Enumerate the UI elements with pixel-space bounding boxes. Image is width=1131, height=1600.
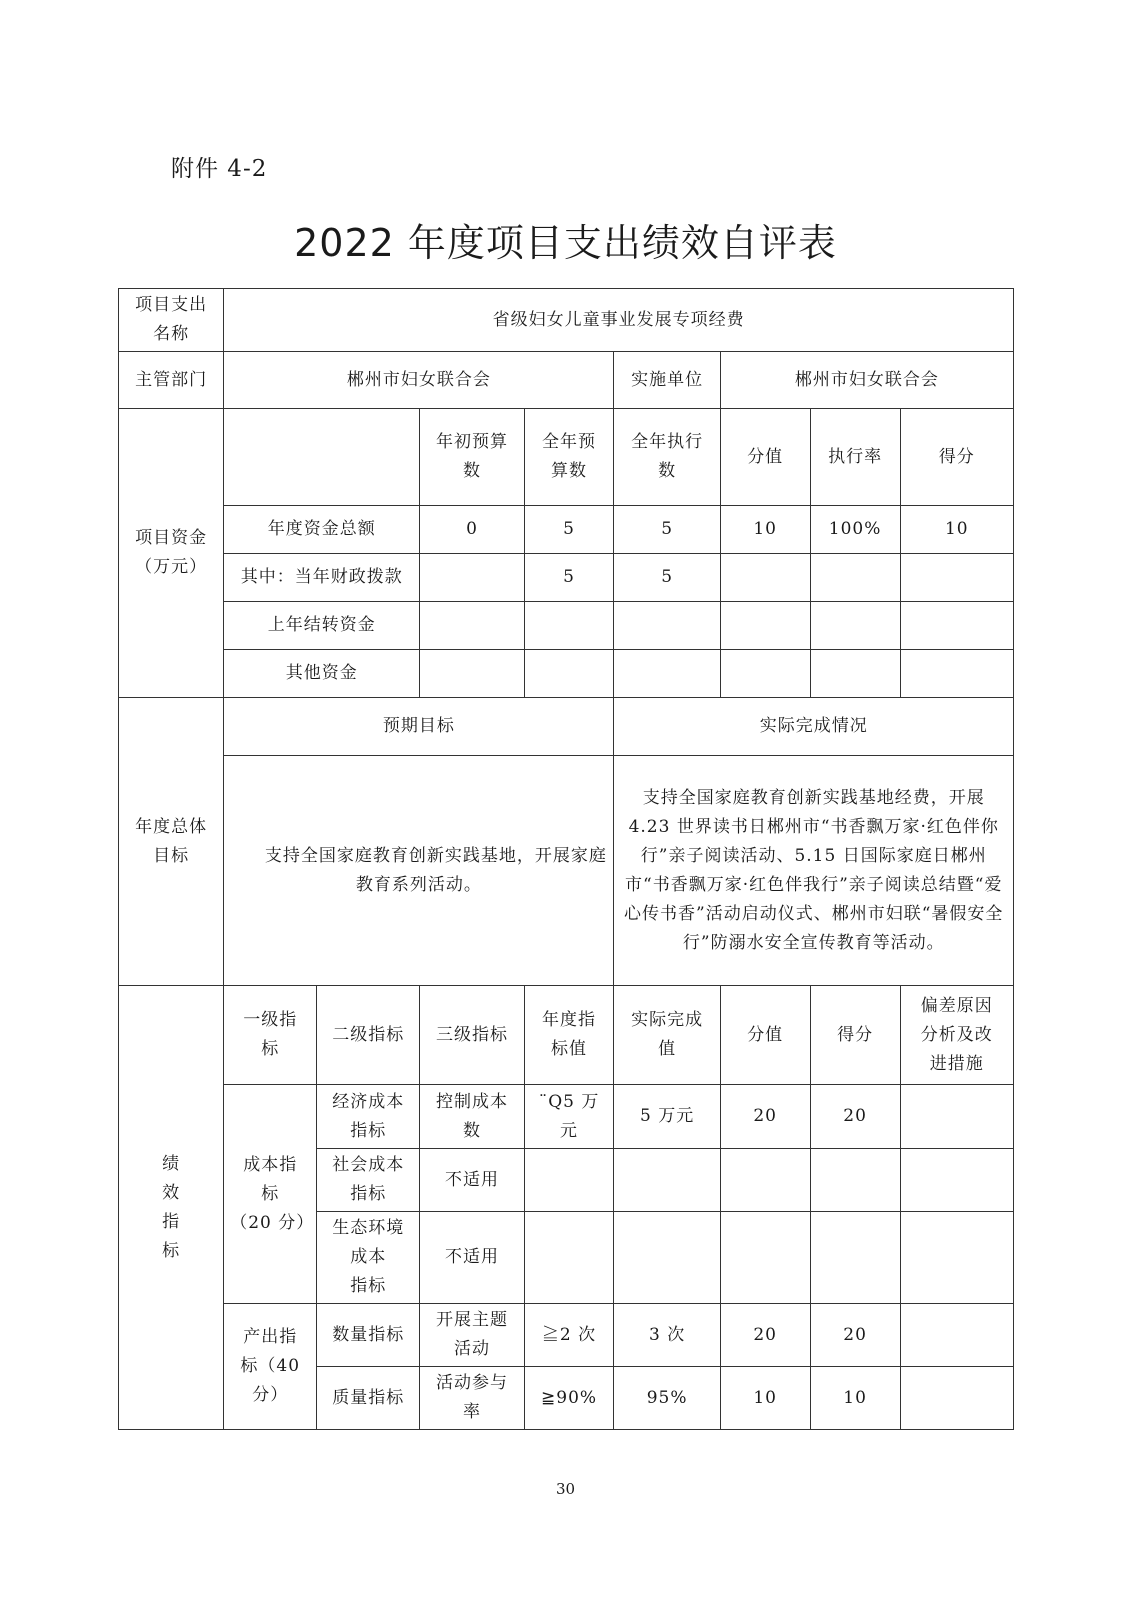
ind-header-level3: 三级指标 (420, 986, 524, 1085)
ind-level2: 质量指标 (317, 1367, 420, 1430)
funds-header-exec-rate: 执行率 (810, 409, 900, 506)
funds-row-label: 其中：当年财政拨款 (224, 554, 420, 602)
ind-score-value: 10 (720, 1367, 810, 1430)
funds-cell (524, 650, 614, 698)
ind-target (524, 1149, 614, 1212)
funds-cell (524, 602, 614, 650)
funds-header-score-value: 分值 (720, 409, 810, 506)
funds-cell: 10 (900, 506, 1013, 554)
funds-row-label: 其他资金 (224, 650, 420, 698)
ind-level3: 不适用 (420, 1149, 524, 1212)
ind-level3: 不适用 (420, 1212, 524, 1304)
ind-deviation (900, 1212, 1013, 1304)
table-row (119, 554, 1014, 602)
ind-score-value (720, 1149, 810, 1212)
funds-cell (900, 554, 1013, 602)
dept-value: 郴州市妇女联合会 (224, 352, 614, 409)
funds-cell (420, 602, 524, 650)
attachment-label: 附件 4-2 (171, 156, 268, 182)
funds-header-executed: 全年执行 数 (614, 409, 720, 506)
funds-cell (810, 554, 900, 602)
project-name-value: 省级妇女儿童事业发展专项经费 (224, 289, 1014, 352)
funds-section-label: 项目资金 （万元） (119, 409, 224, 698)
funds-cell (420, 554, 524, 602)
ind-level3: 控制成本 数 (420, 1085, 524, 1149)
document-title: 2022 年度项目支出绩效自评表 (294, 221, 837, 265)
actual-completion-header: 实际完成情况 (614, 698, 1014, 756)
page-number: 30 (555, 1480, 576, 1498)
ind-actual: 5 万元 (614, 1085, 720, 1149)
funds-header-score: 得分 (900, 409, 1013, 506)
ind-deviation (900, 1367, 1013, 1430)
funds-cell: 5 (614, 506, 720, 554)
expected-goal-header: 预期目标 (224, 698, 614, 756)
cost-indicator-group: 成本指 标 （20 分） (224, 1085, 317, 1304)
ind-deviation (900, 1085, 1013, 1149)
unit-label: 实施单位 (614, 352, 720, 409)
ind-level2: 社会成本 指标 (317, 1149, 420, 1212)
funds-header-initial-budget: 年初预算 数 (420, 409, 524, 506)
dept-label: 主管部门 (119, 352, 224, 409)
table-row (119, 602, 1014, 650)
ind-score-value (720, 1212, 810, 1304)
funds-cell (720, 650, 810, 698)
ind-actual (614, 1212, 720, 1304)
funds-cell: 5 (524, 506, 614, 554)
indicators-section-label: 绩 效 指 标 (119, 986, 224, 1430)
ind-header-actual: 实际完成 值 (614, 986, 720, 1085)
funds-header-blank (224, 409, 420, 506)
ind-deviation (900, 1149, 1013, 1212)
funds-cell: 5 (524, 554, 614, 602)
ind-target: ≧90% (524, 1367, 614, 1430)
ind-score: 20 (810, 1085, 900, 1149)
table-row (119, 506, 1014, 554)
funds-cell (720, 554, 810, 602)
output-indicator-group: 产出指 标（40 分） (224, 1304, 317, 1430)
funds-cell (900, 602, 1013, 650)
funds-cell (614, 602, 720, 650)
funds-cell (810, 650, 900, 698)
ind-header-level2: 二级指标 (317, 986, 420, 1085)
ind-target (524, 1212, 614, 1304)
table-row (119, 1304, 1014, 1367)
goals-section-label: 年度总体 目标 (119, 698, 224, 986)
ind-target: ¨Q5 万 元 (524, 1085, 614, 1149)
ind-score: 20 (810, 1304, 900, 1367)
funds-cell (900, 650, 1013, 698)
ind-header-level1: 一级指 标 (224, 986, 317, 1085)
funds-cell: 100% (810, 506, 900, 554)
funds-row-label: 上年结转资金 (224, 602, 420, 650)
ind-header-score-value: 分值 (720, 986, 810, 1085)
ind-level2: 经济成本 指标 (317, 1085, 420, 1149)
funds-cell: 10 (720, 506, 810, 554)
ind-deviation (900, 1304, 1013, 1367)
funds-cell (614, 650, 720, 698)
ind-target: ≧2 次 (524, 1304, 614, 1367)
ind-level2: 数量指标 (317, 1304, 420, 1367)
funds-cell: 5 (614, 554, 720, 602)
self-evaluation-table (118, 288, 1014, 1430)
ind-header-deviation: 偏差原因 分析及改 进措施 (900, 986, 1013, 1085)
ind-score-value: 20 (720, 1304, 810, 1367)
actual-completion-text: 支持全国家庭教育创新实践基地经费，开展 4.23 世界读书日郴州市“书香飘万家·红色伴你行”亲子阅读活动、5.15 日国际家庭日郴州市“书香飘万家·红色伴我行”亲子阅读总结暨“爱心传书香”活动启动仪式、郴州市妇联“暑假安全行”防溺水安全宣传教育等活动。 (614, 756, 1014, 986)
table-row (119, 1085, 1014, 1149)
table-row (119, 650, 1014, 698)
ind-actual: 95% (614, 1367, 720, 1430)
ind-header-score: 得分 (810, 986, 900, 1085)
funds-cell (420, 650, 524, 698)
ind-actual: 3 次 (614, 1304, 720, 1367)
ind-level3: 开展主题 活动 (420, 1304, 524, 1367)
ind-score (810, 1212, 900, 1304)
ind-score: 10 (810, 1367, 900, 1430)
ind-level3: 活动参与 率 (420, 1367, 524, 1430)
ind-score-value: 20 (720, 1085, 810, 1149)
expected-goal-text: 支持全国家庭教育创新实践基地，开展家庭教育系列活动。 (224, 756, 614, 986)
project-name-label: 项目支出 名称 (119, 289, 224, 352)
funds-row-label: 年度资金总额 (224, 506, 420, 554)
funds-cell (810, 602, 900, 650)
unit-value: 郴州市妇女联合会 (720, 352, 1013, 409)
ind-actual (614, 1149, 720, 1212)
ind-header-target: 年度指 标值 (524, 986, 614, 1085)
ind-score (810, 1149, 900, 1212)
ind-level2: 生态环境 成本 指标 (317, 1212, 420, 1304)
funds-header-annual-budget: 全年预 算数 (524, 409, 614, 506)
funds-cell: 0 (420, 506, 524, 554)
funds-cell (720, 602, 810, 650)
